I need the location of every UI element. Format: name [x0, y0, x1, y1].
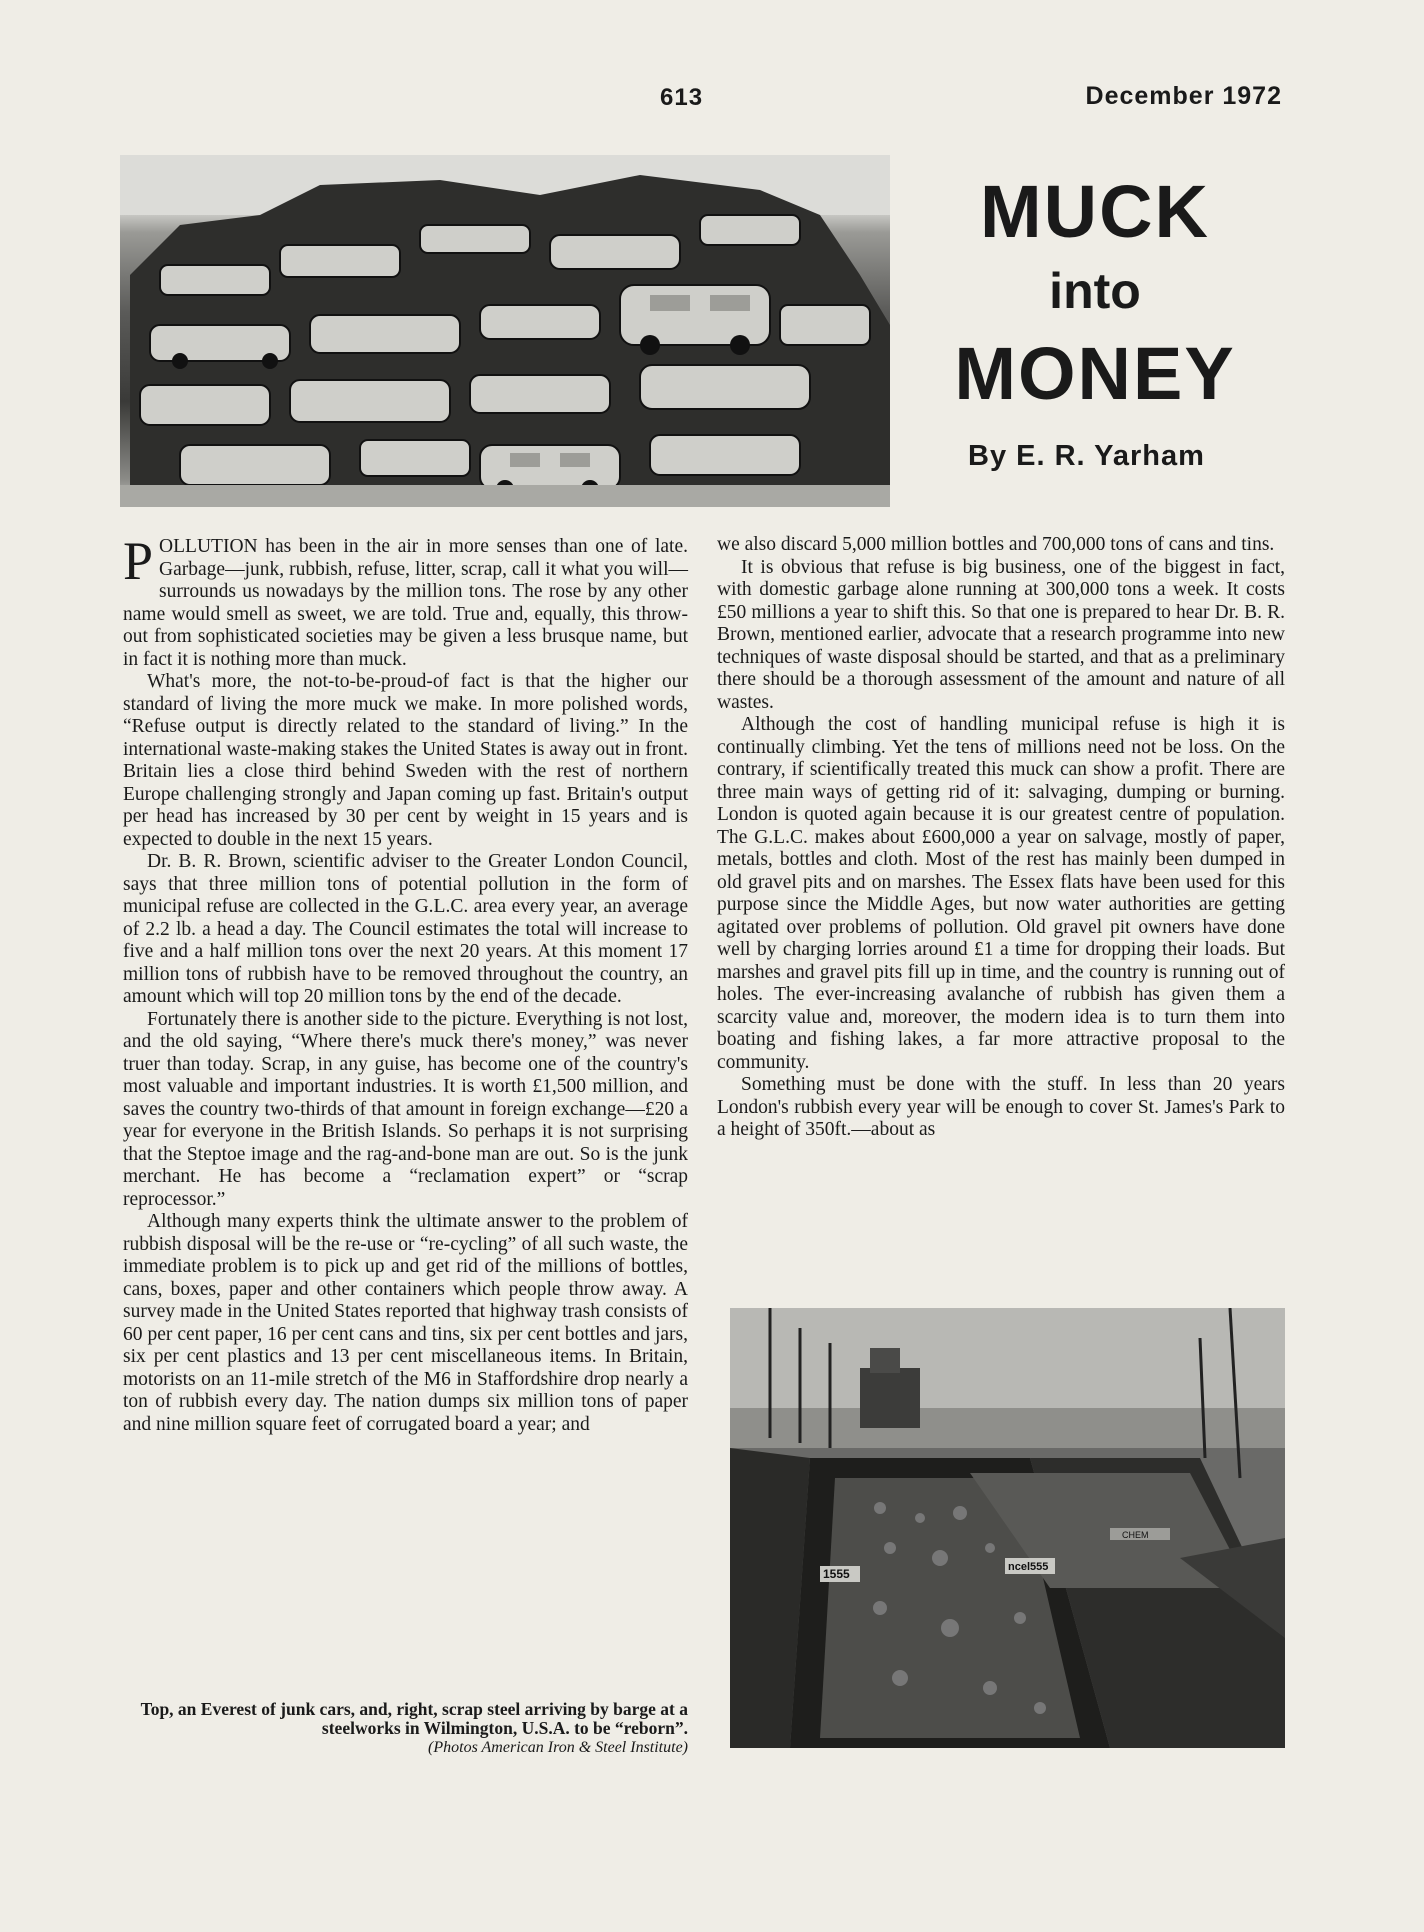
issue-date: December 1972: [1085, 82, 1282, 110]
paragraph-4: Fortunately there is another side to the picture. Everything is not lost, and the old saying, “Where there's muck there's money,” was never truer than today. Scrap, in any guise, has become one of the country's most valuable and important industries. It is worth £1,500 million, and saves the country two-thirds of that amount in foreign exchange—£20 a year for everyone in the British Islands. So perhaps it is not surprising that the Steptoe image and the rag-and-bone man are out. So is the junk merchant. He has become a “reclamation expert” or “scrap reprocessor.”: [123, 1008, 689, 1210]
scrap-barge-photo: [730, 1308, 1285, 1748]
paragraph-6: we also discard 5,000 million bottles and 700,000 tons of cans and tins.: [717, 534, 1275, 555]
barge-mark-chem: CHEM: [1122, 1530, 1149, 1540]
paragraph-1: [123, 531, 688, 671]
photo-credit: (Photos American Iron & Steel Institute): [428, 1739, 688, 1756]
barge-mark-1555: 1555: [823, 1567, 850, 1581]
barge-mark-ncel555: ncel555: [1008, 1561, 1049, 1573]
article-column-left: [123, 531, 689, 1436]
caption-text: Top, an Everest of junk cars, and, right, scrap steel arriving by barge at a steelworks in Wilmington, U.S.A. to be “reborn”.: [140, 1699, 688, 1738]
scrap-barge-illustration: [730, 1308, 1285, 1748]
title-line-money: MONEY: [954, 332, 1236, 415]
paragraph-5: Although many experts think the ultimate answer to the problem of rubbish disposal will be the re-use or “re-cycling” of all such waste, the immediate problem is to pick up and get rid of the millions of bottles, cans, boxes, paper and other containers which people throw away. A survey made in the United States reported that highway trash consists of 60 per cent paper, 16 per cent cans and tins, six per cent bottles and jars, six per cent plastics and 13 per cent miscellaneous items. In Britain, motorists on an 11-mile stretch of the M6 in Staffordshire drop nearly a ton of rubbish every day. The nation dumps six million tons of paper and nine million square feet of corrugated board a year; and: [123, 1211, 688, 1435]
title-line-into: into: [1049, 263, 1141, 319]
paragraph-3: Dr. B. R. Brown, scientific adviser to the Greater London Council, says that three million tons of potential pollution in the form of municipal refuse are collected in the G.L.C. area every year, an average of 2.2 lb. a head a day. The Council estimates the total will increase to five and a half million tons over the next 20 years. At this moment 17 million tons of rubbish have to be removed throughout the country, an amount which will top 20 million tons by the end of the decade.: [123, 851, 688, 1007]
paragraph-1-text: OLLUTION has been in the air in more senses than one of late. Garbage—junk, rubbish, refuse, litter, scrap, call it what you will—surrounds us nowadays by the million tons. The rose by any other name would smell as sweet, we are told. True and, equally, this throw-out from sophisticated societies may be given a less brusque name, but in fact it is nothing more than muck.: [123, 536, 688, 670]
junk-cars-illustration: [120, 155, 890, 507]
paragraph-9: Something must be done with the stuff. In less than 20 years London's rubbish every year will be enough to cover St. James's Park to a height of 350ft.—about as: [717, 1074, 1285, 1140]
paragraph-2: What's more, the not-to-be-proud-of fact is that the higher our standard of living the more muck we make. In more polished words, “Refuse output is directly related to the standard of living.” In the international waste-making stakes the United States is away out in front. Britain lies a close third behind Sweden with the rest of northern Europe challenging strongly and Japan coming up fast. Britain's output per head has increased by 30 per cent by weight in 15 years and is expected to double in the next 15 years.: [123, 671, 688, 850]
title-line-muck: MUCK: [980, 170, 1210, 253]
drop-cap: P: [123, 531, 154, 591]
byline: By E. R. Yarham: [968, 440, 1205, 472]
photo-caption: [123, 1700, 688, 1757]
paragraph-8: Although the cost of handling municipal refuse is high it is continually climbing. Yet the tens of millions need not be loss. On the contrary, if scientifically treated this muck can show a profit. There are three main ways of getting rid of it: salvaging, dumping or burning. London is quoted again because it is our greatest centre of population. The G.L.C. makes about £600,000 a year on salvage, mostly of paper, metals, bottles and cloth. Most of the rest has mainly been dumped in old gravel pits and on marshes. The Essex flats have been used for this purpose since the Middle Ages, but now water authorities are getting agitated over problems of pollution. Old gravel pit owners have done well by charging lorries around £1 a time for dropping their loads. But marshes and gravel pits fill up in time, and the country is running out of holes. The ever-increasing avalanche of rubbish has given them a scarcity value and, moreover, the modern idea is to turn them into boating and fishing lakes, a far more attractive proposal to the community.: [717, 714, 1285, 1073]
paragraph-7: It is obvious that refuse is big business, one of the biggest in fact, with domestic garbage alone running at 300,000 tons a week. It costs £50 millions a year to shift this. So that one is prepared to hear Dr. B. R. Brown, mentioned earlier, advocate that a research programme into new techniques of waste disposal should be started, and that as a preliminary there should be a thorough assessment of the amount and nature of all wastes.: [717, 556, 1285, 713]
junk-cars-photo: [120, 155, 890, 507]
article-column-right: [717, 534, 1285, 1142]
page-number: 613: [660, 84, 704, 111]
article-title: [900, 170, 1290, 420]
